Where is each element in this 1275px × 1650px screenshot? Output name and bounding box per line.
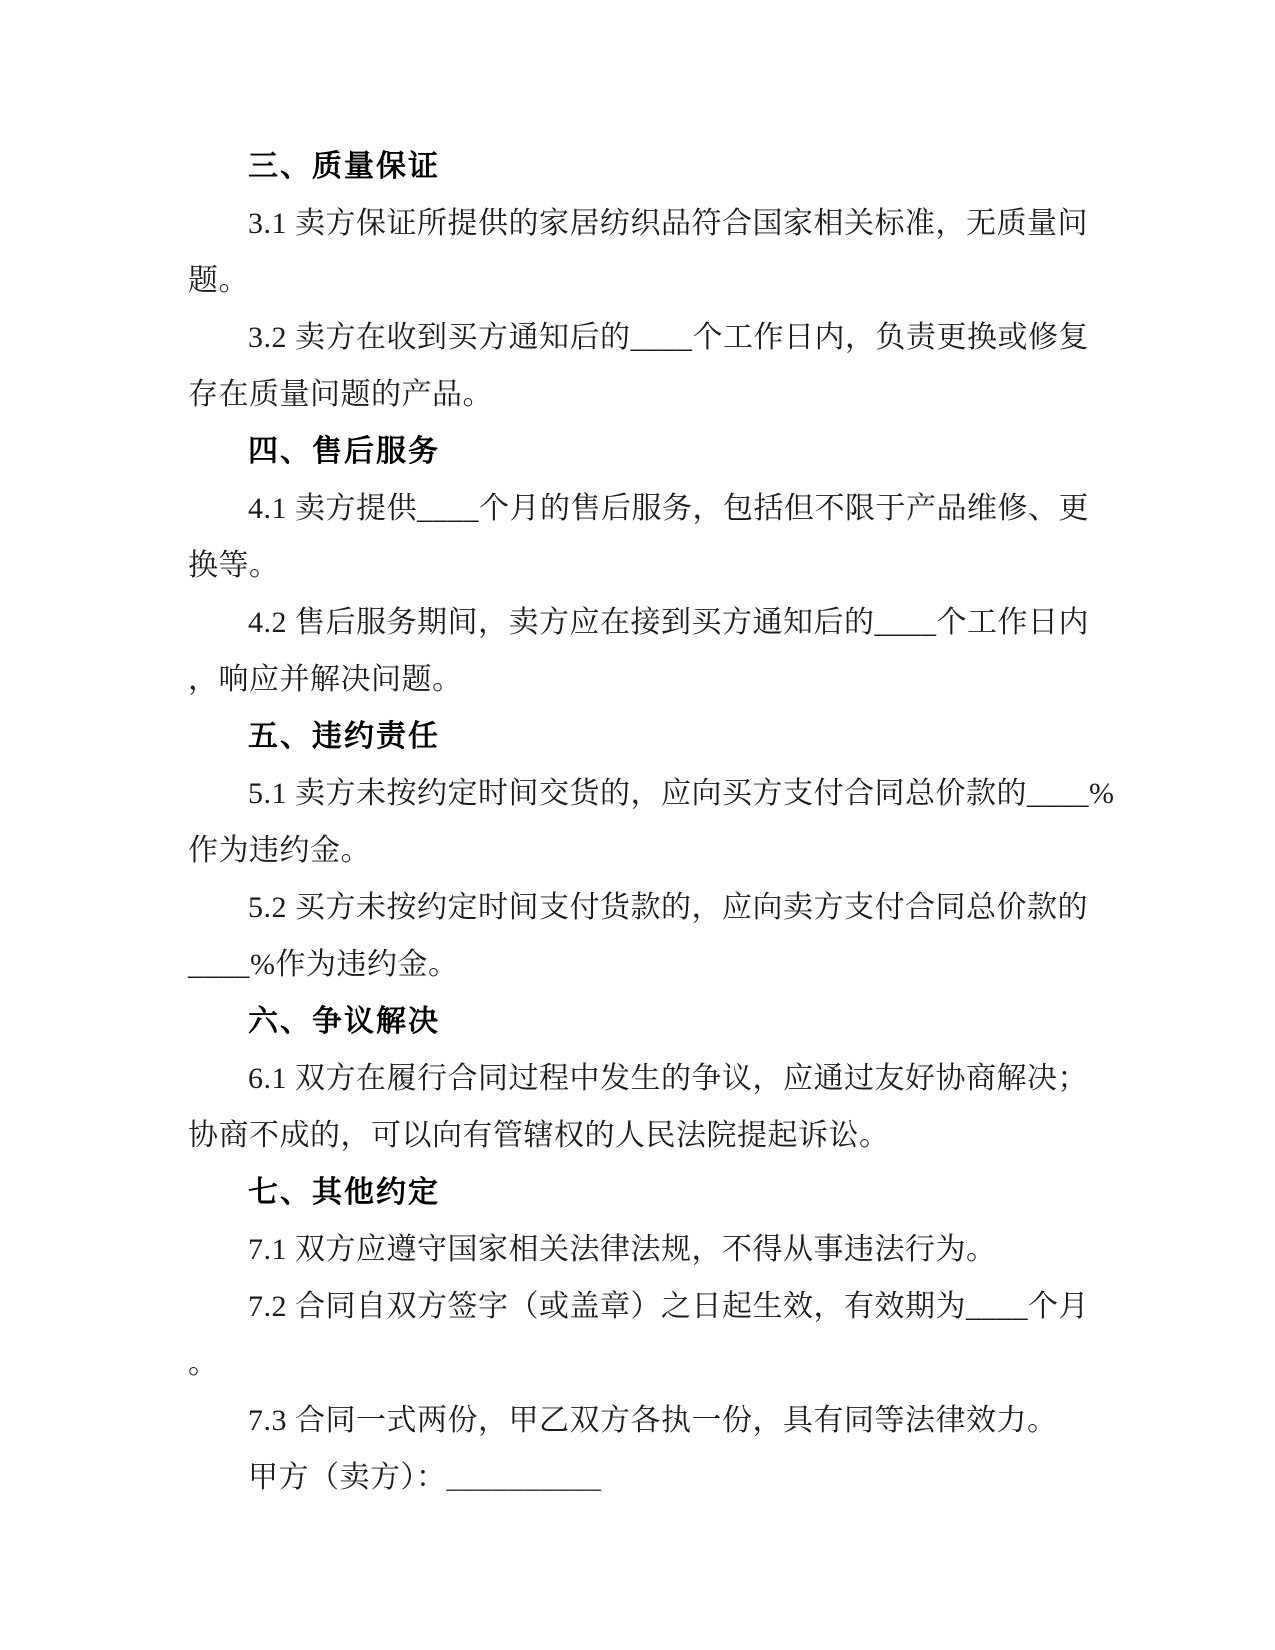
- party-a-label: 甲方（卖方）：: [248, 1461, 447, 1494]
- clause-5-1-line-1: 5.1 卖方未按约定时间交货的，应向买方支付合同总价款的____%: [248, 777, 1115, 810]
- clause-3-1-line-1: 3.1 卖方保证所提供的家居纺织品符合国家相关标准，无质量问: [248, 207, 1088, 240]
- clause-5-2-line-1: 5.2 买方未按约定时间支付货款的，应向卖方支付合同总价款的: [248, 891, 1088, 924]
- party-a-fill-in-blank: __________: [446, 1461, 602, 1494]
- clause-3-1-line-2: 题。: [188, 264, 249, 297]
- contract-body: [188, 138, 1115, 1506]
- clause-7-3-line-1: 7.3 合同一式两份，甲乙双方各执一份，具有同等法律效力。: [248, 1404, 1058, 1437]
- clause-3-2-line-1: 3.2 卖方在收到买方通知后的____个工作日内，负责更换或修复: [248, 321, 1089, 354]
- section-6-heading: 六、争议解决: [248, 1005, 440, 1038]
- section-5-heading: 五、违约责任: [248, 720, 440, 753]
- signature-line-party-a: [188, 1449, 1068, 1506]
- clause-3-2-line-2: 存在质量问题的产品。: [188, 378, 493, 411]
- clause-4-1-line-2: 换等。: [188, 549, 280, 582]
- clause-4-1-line-1: 4.1 卖方提供____个月的售后服务，包括但不限于产品维修、更: [248, 492, 1089, 525]
- clause-7-1-line-1: 7.1 双方应遵守国家相关法律法规，不得从事违法行为。: [248, 1233, 997, 1266]
- clause-6-1-line-1: 6.1 双方在履行合同过程中发生的争议，应通过友好协商解决；: [248, 1062, 1088, 1095]
- section-4-heading: 四、售后服务: [248, 435, 440, 468]
- clause-6-1-line-2: 协商不成的，可以向有管辖权的人民法院提起诉讼。: [188, 1119, 890, 1152]
- clause-7-2-line-1: 7.2 合同自双方签字（或盖章）之日起生效，有效期为____个月: [248, 1290, 1089, 1323]
- clause-4-2-line-2: ，响应并解决问题。: [188, 663, 463, 696]
- clause-5-1-line-2: 作为违约金。: [188, 834, 371, 867]
- section-3-heading: 三、质量保证: [248, 150, 440, 183]
- section-7-heading: 七、其他约定: [248, 1176, 440, 1209]
- clause-5-2-line-2: ____%作为违约金。: [188, 948, 459, 981]
- clause-7-2-line-2: 。: [188, 1347, 219, 1380]
- clause-4-2-line-1: 4.2 售后服务期间，卖方应在接到买方通知后的____个工作日内: [248, 606, 1089, 639]
